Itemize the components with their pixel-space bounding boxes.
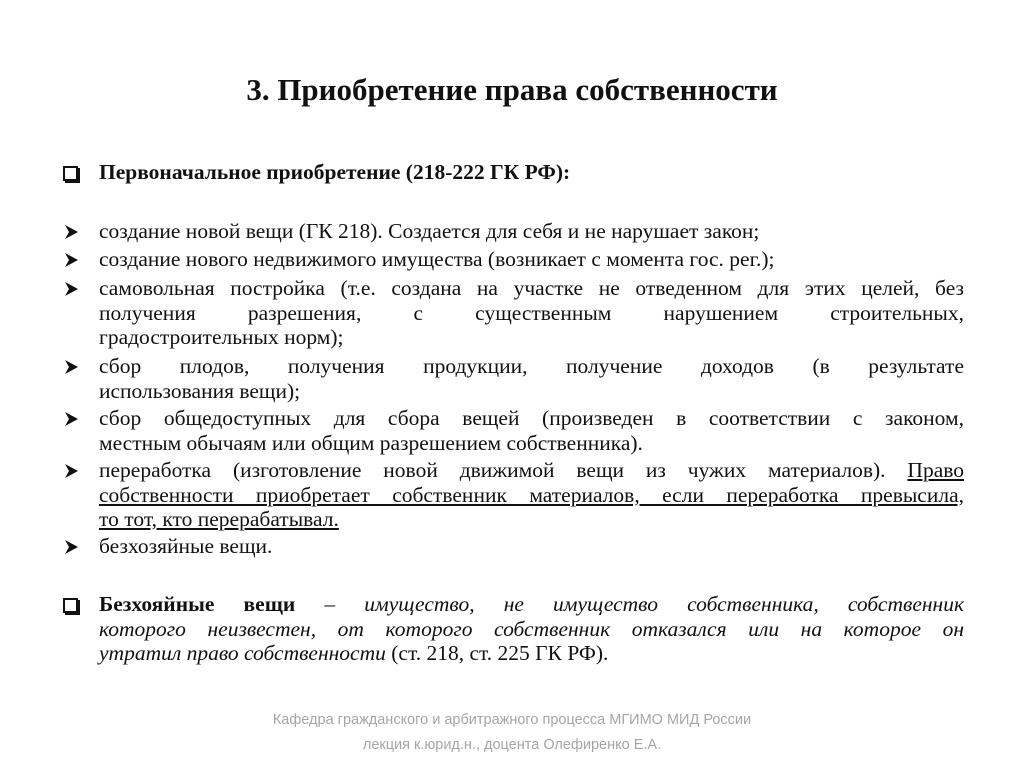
- text-segment: (ст. 218, ст. 225 ГК РФ).: [385, 641, 609, 665]
- list-item: [99, 592, 964, 666]
- text-line: [99, 247, 964, 272]
- arrow-bullet-icon: [63, 219, 79, 247]
- slide-title: 3. Приобретение права собственности: [246, 72, 778, 107]
- arrow-bullet-icon: [63, 276, 79, 304]
- text-segment: местным обычаям или общим разрешением собственника).: [99, 430, 643, 455]
- square-bullet-icon: [63, 592, 78, 620]
- text-segment: то тот, кто перерабатывал.: [99, 507, 339, 531]
- text-segment: сбор общедоступных для сбора вещей (произведен в соответствии с законом,: [99, 406, 964, 430]
- text-segment: собственности приобретает собственник материалов, если переработка превысила,: [99, 482, 964, 507]
- arrow-bullet-icon: [63, 247, 79, 275]
- text-line: [99, 301, 964, 326]
- text-line: [99, 458, 964, 483]
- list-item: [99, 219, 964, 244]
- arrow-bullet-icon: [63, 406, 79, 434]
- text-segment: получения разрешения, с существенным нарушением строительных,: [99, 300, 964, 325]
- arrow-bullet-icon: [63, 354, 79, 382]
- list-item: [99, 276, 964, 350]
- footer-lecturer: лекция к.юрид.н., доцента Олефиренко Е.А.: [362, 737, 662, 753]
- text-segment: имущество, не имущество собственника, собственник: [364, 592, 964, 616]
- text-line: [99, 406, 964, 431]
- footer-department: Кафедра гражданского и арбитражного процесса МГИМО МИД России: [272, 712, 752, 728]
- text-segment: использования вещи);: [99, 378, 301, 403]
- text-segment: утратил право собственности: [99, 641, 386, 665]
- list-item: [99, 406, 964, 455]
- text-segment: которого неизвестен, от которого собственник отказался или на которое он: [99, 616, 964, 641]
- text-segment: безхозяйные вещи.: [99, 534, 273, 558]
- text-segment: Первоначальное приобретение (218-222 ГК РФ):: [99, 160, 571, 184]
- text-segment: сбор плодов, получения продукции, получение доходов (в результате: [99, 354, 964, 378]
- text-line: [99, 641, 964, 666]
- list-item: [99, 534, 964, 559]
- text-segment: создание нового недвижимого имущества (возникает с момента гос. рег.);: [99, 247, 775, 271]
- text-line: [99, 160, 964, 185]
- text-segment: Право: [907, 458, 964, 482]
- text-line: [99, 354, 964, 379]
- text-line: [99, 483, 964, 508]
- text-segment: градостроительных норм);: [99, 325, 344, 349]
- text-line: [99, 379, 964, 404]
- arrow-bullet-icon: [63, 458, 79, 486]
- text-line: [99, 219, 964, 244]
- text-line: [99, 592, 964, 617]
- list-item: [99, 458, 964, 532]
- list-item: [99, 160, 964, 185]
- list-item: [99, 354, 964, 403]
- square-bullet-icon: [63, 160, 78, 188]
- text-segment: –: [295, 592, 365, 616]
- text-segment: Безхояйные вещи: [99, 592, 296, 616]
- text-line: [99, 276, 964, 301]
- text-line: [99, 617, 964, 642]
- text-line: [99, 431, 964, 456]
- list-item: [99, 247, 964, 272]
- text-segment: самовольная постройка (т.е. создана на участке не отведенном для этих целей, без: [99, 276, 964, 300]
- text-segment: переработка (изготовление новой движимой вещи из чужих материалов).: [99, 458, 908, 482]
- text-line: [99, 507, 964, 532]
- arrow-bullet-icon: [63, 534, 79, 562]
- text-line: [99, 325, 964, 350]
- text-segment: создание новой вещи (ГК 218). Создается для себя и не нарушает закон;: [99, 219, 760, 243]
- text-line: [99, 534, 964, 559]
